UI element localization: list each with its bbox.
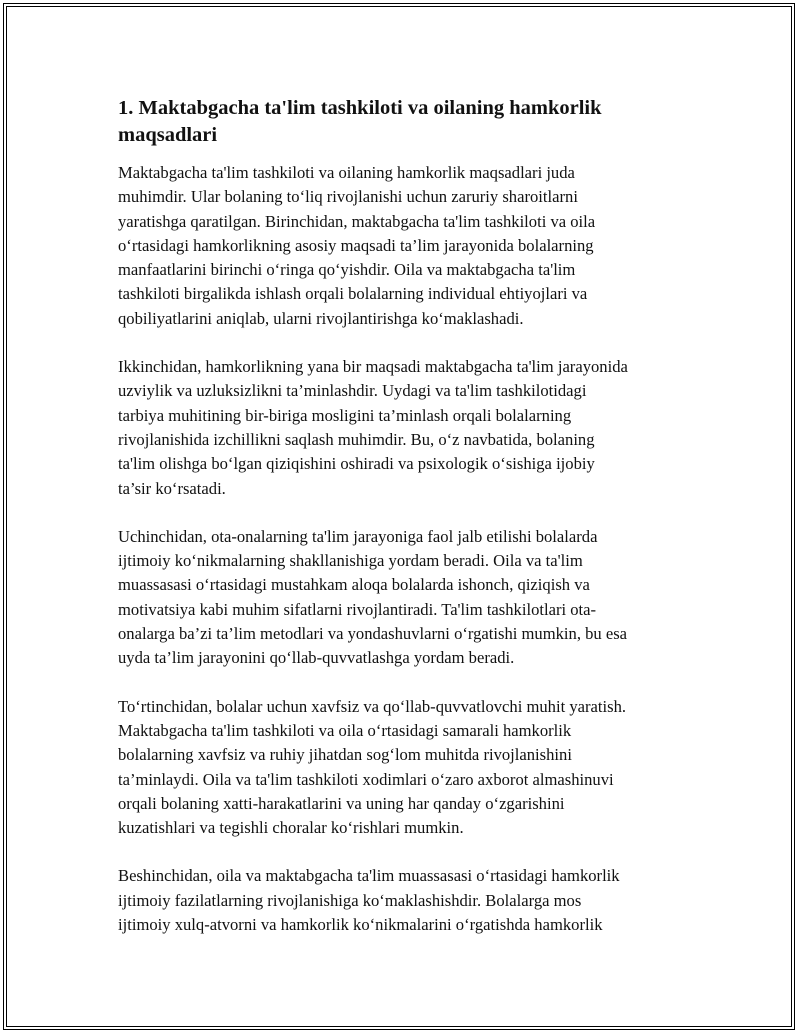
document-content [118,95,693,961]
section-heading: 1. Maktabgacha ta'lim tashkiloti va oilaning hamkorlik maqsadlari [118,97,602,146]
paragraph-3: Uchinchidan, ota-onalarning ta'lim jarayoniga faol jalb etilishi bolalarda ijtimoiy ko‘nikmalarning shakllanishiga yordam beradi. Oila va ta'lim muassasasi o‘rtasidagi mustahkam aloqa bolalarda ishonch, qiziqish va motivatsiya kabi muhim sifatlarni rivojlantiradi. Ta'lim tashkilotlari ota- onalarga ba’zi ta’lim metodlari va yondashuvlarni o‘rgatishi mumkin, bu esa uyda ta’lim jarayonini qo‘llab-quvvatlashga yordam beradi. [118,526,628,668]
paragraph-1: Maktabgacha ta'lim tashkiloti va oilaning hamkorlik maqsadlari juda muhimdir. Ular bolaning to‘liq rivojlanishi uchun zaruriy sharoitlarni yaratishga qaratilgan. Birinchidan, maktabgacha ta'lim tashkiloti va oila o‘rtasidagi hamkorlikning asosiy maqsadi ta’lim jarayonida bolalarning manfaatlarini birinchi o‘ringa qo‘yishdir. Oila va maktabgacha ta'lim tashkiloti birgalikda ishlash orqali bolalarning individual ehtiyojlari va qobiliyatlarini aniqlab, ularni rivojlantirishga ko‘maklashadi. [118,163,596,328]
paragraph-2: Ikkinchidan, hamkorlikning yana bir maqsadi maktabgacha ta'lim jarayonida uzviylik va uzluksizlikni ta’minlashdir. Uydagi va ta'lim tashkilotidagi tarbiya muhitining bir-biriga mosligini ta’minlash orqali bolalarning rivojlanishida izchillikni saqlash muhimdir. Bu, o‘z navbatida, bolaning ta'lim olishga bo‘lgan qiziqishini oshiradi va psixologik o‘sishiga ijobiy ta’sir ko‘rsatadi. [118,357,628,498]
paragraph-4: To‘rtinchidan, bolalar uchun xavfsiz va qo‘llab-quvvatlovchi muhit yaratish. Maktabgacha ta'lim tashkiloti va oila o‘rtasidagi samarali hamkorlik bolalarning xavfsiz va ruhiy jihatdan sog‘lom muhitda rivojlanishini ta’minlaydi. Oila va ta'lim tashkiloti xodimlari o‘zaro axborot almashinuvi orqali bolaning xatti-harakatlarini va uning har qanday o‘zgarishini kuzatishlari va tegishli choralar ko‘rishlari mumkin. [118,696,627,838]
paragraph-5: Beshinchidan, oila va maktabgacha ta'lim muassasasi o‘rtasidagi hamkorlik ijtimoiy fazilatlarning rivojlanishiga ko‘maklashishdir. Bolalarga mos ijtimoiy xulq-atvorni va hamkorlik ko‘nikmalarini o‘rgatishda hamkorlik [118,866,620,935]
